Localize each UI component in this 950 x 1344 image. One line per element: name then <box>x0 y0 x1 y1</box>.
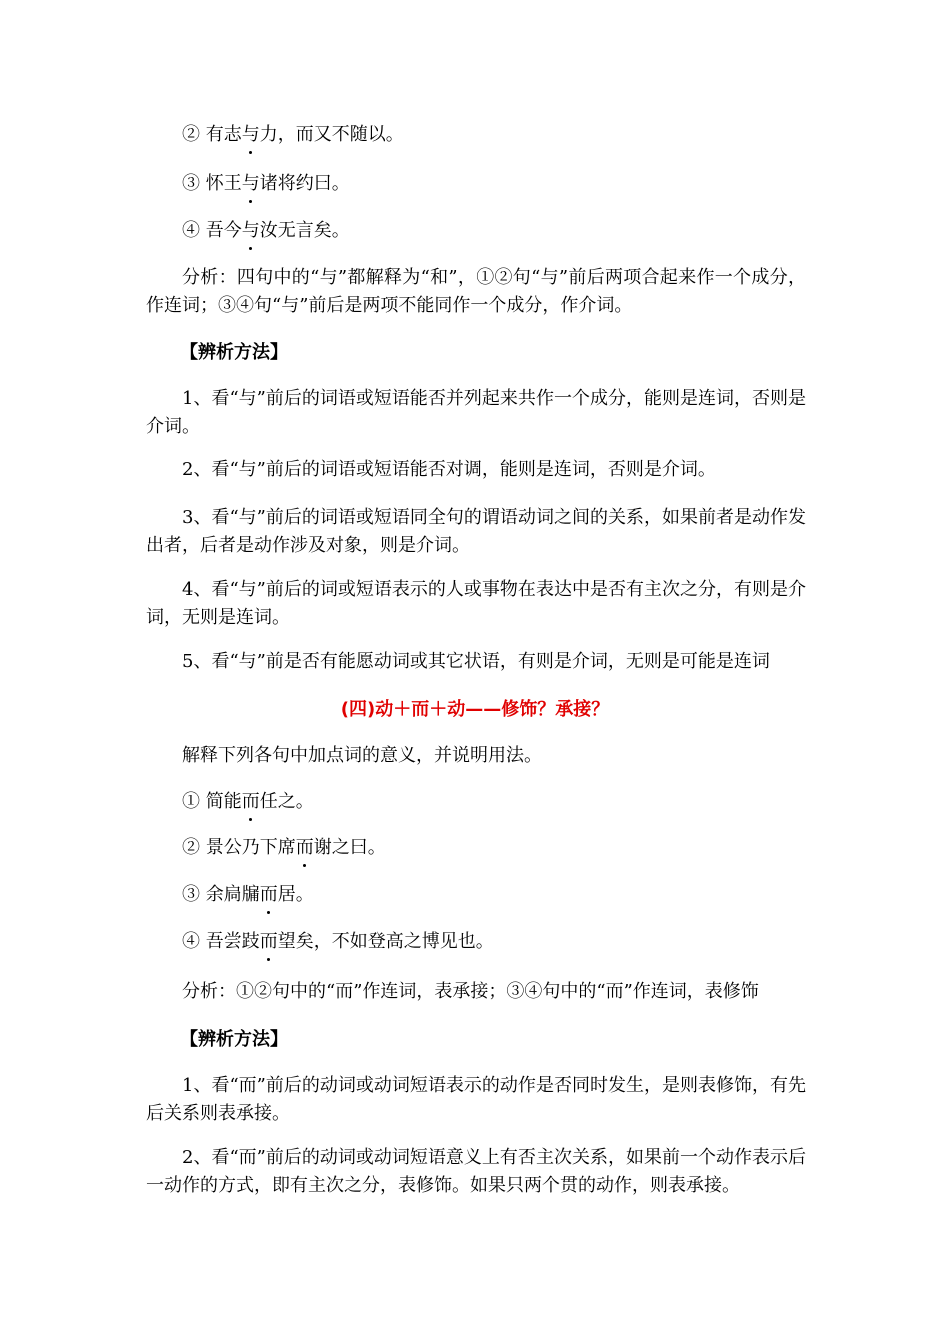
example-sentence-3 <box>182 172 842 196</box>
method-item-1: 1、看“与”前后的词语或短语能否并列起来共作一个成分，能则是连词，否则是介词。 <box>146 388 806 437</box>
dotted-character: 与 <box>241 124 260 145</box>
example-sentence-4 <box>182 930 842 954</box>
dotted-character: 而 <box>259 884 278 905</box>
method-heading: 【辨析方法】 <box>180 1029 288 1050</box>
dotted-character: 与 <box>241 173 260 194</box>
example-text: ③ 怀王 <box>182 173 242 194</box>
example-text: ② 景公乃下席 <box>182 837 296 858</box>
example-text: 诸将约曰。 <box>259 173 350 194</box>
example-text: ① 简能 <box>182 791 242 812</box>
example-sentence-1 <box>182 790 842 814</box>
example-text: 任之。 <box>259 791 314 812</box>
example-sentence-3 <box>182 883 842 907</box>
method-heading: 【辨析方法】 <box>180 342 288 363</box>
dotted-character: 而 <box>259 931 278 952</box>
section-title: (四)动＋而＋动——修饰？承接？ <box>340 699 610 720</box>
example-text: ② 有志 <box>182 124 242 145</box>
example-sentence-4 <box>182 219 842 243</box>
example-text: ④ 吾尝跂 <box>182 931 260 952</box>
method-item-2: 2、看“与”前后的词语或短语能否对调，能则是连词，否则是介词。 <box>182 459 716 480</box>
example-text: 谢之曰。 <box>313 837 386 858</box>
example-sentence-2 <box>182 836 842 860</box>
example-text: ④ 吾今 <box>182 220 242 241</box>
method-item-3: 3、看“与”前后的词语或短语同全句的谓语动词之间的关系，如果前者是动作发出者，后者是动作涉及对象，则是介词。 <box>146 507 806 556</box>
dotted-character: 而 <box>241 791 260 812</box>
example-text: ③ 余扃牖 <box>182 884 260 905</box>
example-text: 居。 <box>277 884 314 905</box>
example-text: 力，而又不随以。 <box>259 124 404 145</box>
analysis-paragraph: 分析：四句中的“与”都解释为“和”，①②句“与”前后两项合起来作一个成分，作连词；③④句“与”前后是两项不能同作一个成分，作介词。 <box>146 267 806 316</box>
instruction-text: 解释下列各句中加点词的意义，并说明用法。 <box>182 745 542 766</box>
example-text: 汝无言矣。 <box>259 220 350 241</box>
example-text: 望矣，不如登高之博见也。 <box>277 931 494 952</box>
method-item-4: 4、看“与”前后的词或短语表示的人或事物在表达中是否有主次之分，有则是介词，无则是连词。 <box>146 579 806 628</box>
method-item-5: 5、看“与”前是否有能愿动词或其它状语，有则是介词，无则是可能是连词 <box>182 651 770 672</box>
dotted-character: 与 <box>241 220 260 241</box>
example-sentence-2 <box>182 123 842 147</box>
dotted-character: 而 <box>295 837 314 858</box>
method-item-1: 1、看“而”前后的动词或动词短语表示的动作是否同时发生，是则表修饰，有先后关系则表承接。 <box>146 1075 806 1124</box>
analysis-paragraph: 分析：①②句中的“而”作连词，表承接；③④句中的“而”作连词，表修饰 <box>182 981 759 1002</box>
method-item-2: 2、看“而”前后的动词或动词短语意义上有否主次关系，如果前一个动作表示后一动作的方式，即有主次之分，表修饰。如果只两个贯的动作，则表承接。 <box>146 1147 806 1196</box>
